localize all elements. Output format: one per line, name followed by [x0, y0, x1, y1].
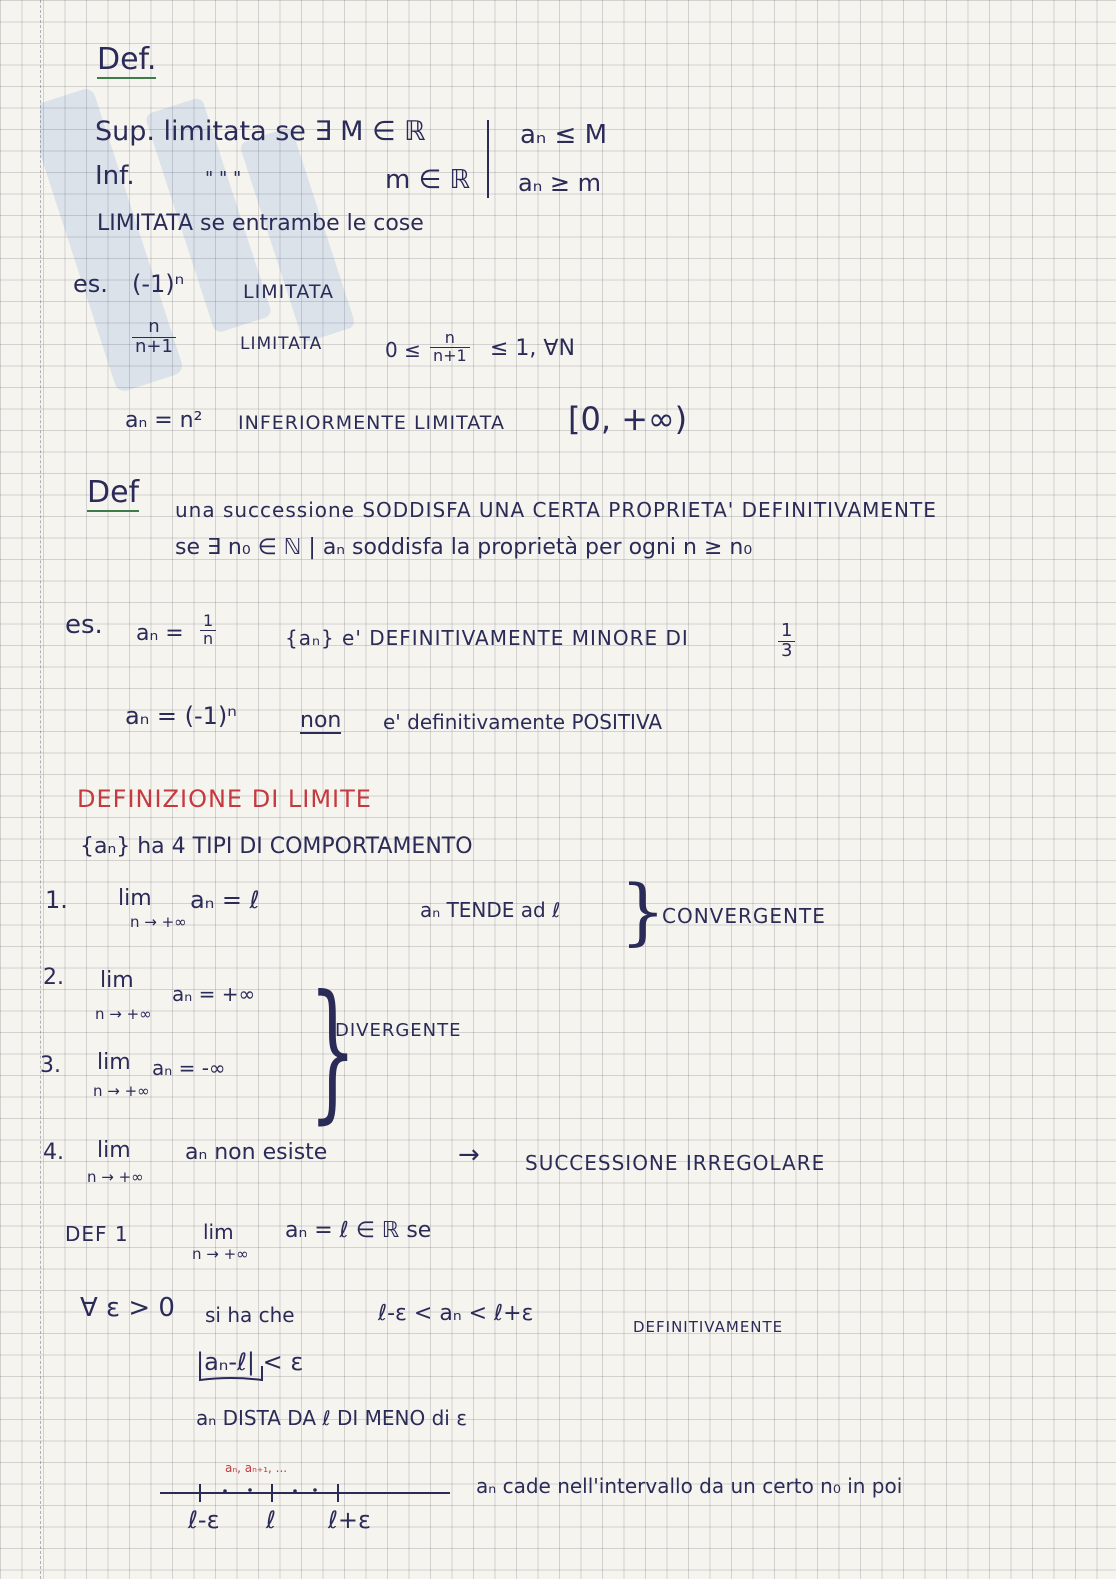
case4-class: SUCCESSIONE IRREGOLARE [525, 1151, 826, 1175]
case1-brace: } [620, 869, 666, 953]
def3-lim: lim [203, 1220, 234, 1244]
def2-line1: una successione SODDISFA UNA CERTA PROPRIETA' DEFINITIVAMENTE [175, 498, 937, 522]
case3-lim: lim [97, 1050, 131, 1075]
example3-expr: aₙ = n² [125, 408, 203, 433]
case4-number: 4. [43, 1140, 64, 1165]
watermark-logo-icon [40, 60, 370, 420]
fraction-denominator: n+1 [135, 335, 173, 357]
def2-heading: Def [87, 475, 140, 510]
case1-sub: n → +∞ [130, 913, 187, 931]
case2-expr: aₙ = +∞ [172, 982, 256, 1006]
def3-definitivamente: DEFINITIVAMENTE [633, 1318, 784, 1336]
examples2-ex1-lhs: aₙ = [136, 621, 184, 646]
case4-lim: lim [97, 1138, 131, 1163]
number-line-top-label: aₙ, aₙ₊₁, ... [225, 1461, 288, 1475]
margin-line [40, 0, 41, 1579]
fraction-numerator: 1 [200, 613, 216, 631]
limit-section-title: DEFINIZIONE DI LIMITE [77, 785, 372, 813]
def3-si-ha: si ha che [205, 1303, 295, 1327]
fraction-denominator: n [203, 628, 214, 648]
tick-mid-label: ℓ [266, 1506, 276, 1534]
underbrace [198, 1360, 264, 1390]
examples1-label: es. [73, 270, 108, 298]
examples2-label: es. [65, 610, 103, 640]
examples2-ex1-desc: {aₙ} e' DEFINITIVAMENTE MINORE DI [285, 626, 689, 650]
def1-sup-line: Sup. limitata se ∃ M ∈ ℝ [95, 116, 426, 147]
tick-left-label: ℓ-ε [188, 1506, 220, 1534]
fraction-numerator: n [430, 330, 470, 348]
def3-label: DEF 1 [65, 1222, 129, 1246]
such-that-bar [487, 120, 489, 198]
def1-limitata-line: LIMITATA se entrambe le cose [97, 211, 424, 236]
example1-expr: (-1)ⁿ [132, 270, 185, 298]
example2-ineq-left: 0 ≤ [385, 338, 421, 362]
case23-class: DIVERGENTE [335, 1020, 462, 1041]
def3-abs: |aₙ-ℓ| < ε [196, 1348, 304, 1376]
case1-number: 1. [45, 886, 68, 914]
def3-final: aₙ cade nell'intervallo da un certo n₀ in poi [476, 1474, 903, 1498]
divergent-brace: } [308, 964, 357, 1138]
case1-class: CONVERGENTE [662, 904, 826, 928]
example2-ineq-fraction [430, 330, 470, 365]
case1-expr: aₙ = ℓ [190, 886, 260, 914]
def1-heading: Def. [97, 42, 157, 77]
example3-interval: [0, +∞) [568, 400, 688, 438]
def1-inf-set: m ∈ ℝ [385, 165, 471, 195]
def1-inf-ditto: " " " [205, 168, 242, 189]
limit-section-intro: {aₙ} ha 4 TIPI DI COMPORTAMENTO [80, 834, 473, 859]
examples2-ex2-rest: e' definitivamente POSITIVA [383, 710, 663, 734]
case3-sub: n → +∞ [93, 1082, 150, 1100]
case1-desc: aₙ TENDE ad ℓ [420, 898, 561, 922]
case4-expr: aₙ non esiste [185, 1140, 328, 1165]
fraction-numerator: 1 [778, 622, 795, 642]
example2-desc: LIMITATA [240, 334, 323, 354]
def1-inf-cond: aₙ ≥ m [518, 169, 602, 197]
example2-ineq-right: ≤ 1, ∀N [490, 336, 575, 361]
case2-number: 2. [43, 965, 64, 990]
def3-ineq: ℓ-ε < aₙ < ℓ+ε [378, 1301, 534, 1326]
examples2-ex1-bound [778, 622, 795, 661]
example2-fraction [132, 318, 176, 357]
examples2-ex1-fraction [200, 613, 216, 648]
def3-sub: n → +∞ [192, 1245, 249, 1263]
case1-lim: lim [118, 886, 152, 911]
examples2-ex2-lhs: aₙ = (-1)ⁿ [125, 702, 237, 730]
def3-forall: ∀ ε > 0 [80, 1293, 175, 1323]
examples2-ex2-not: non [300, 708, 342, 733]
case2-lim: lim [100, 968, 134, 993]
example1-desc: LIMITATA [243, 281, 334, 303]
case2-sub: n → +∞ [95, 1005, 152, 1023]
def1-sup-cond: aₙ ≤ M [520, 120, 608, 150]
def1-inf-label: Inf. [95, 161, 135, 191]
example3-desc: INFERIORMENTE LIMITATA [238, 412, 505, 434]
fraction-numerator: n [132, 318, 176, 338]
fraction-denominator: 3 [781, 639, 793, 661]
def3-expr: aₙ = ℓ ∈ ℝ se [285, 1218, 432, 1243]
case4-sub: n → +∞ [87, 1168, 144, 1186]
number-line [155, 1460, 455, 1550]
def2-line2: se ∃ n₀ ∈ ℕ | aₙ soddisfa la proprietà per ogni n ≥ n₀ [175, 535, 753, 560]
case4-arrow: → [458, 1140, 480, 1170]
tick-right-label: ℓ+ε [328, 1506, 371, 1534]
fraction-denominator: n+1 [433, 345, 467, 365]
underbrace-icon [198, 1360, 264, 1390]
def3-distance: aₙ DISTA DA ℓ DI MENO di ε [196, 1406, 468, 1430]
case3-number: 3. [40, 1053, 61, 1078]
case3-expr: aₙ = -∞ [152, 1056, 226, 1080]
